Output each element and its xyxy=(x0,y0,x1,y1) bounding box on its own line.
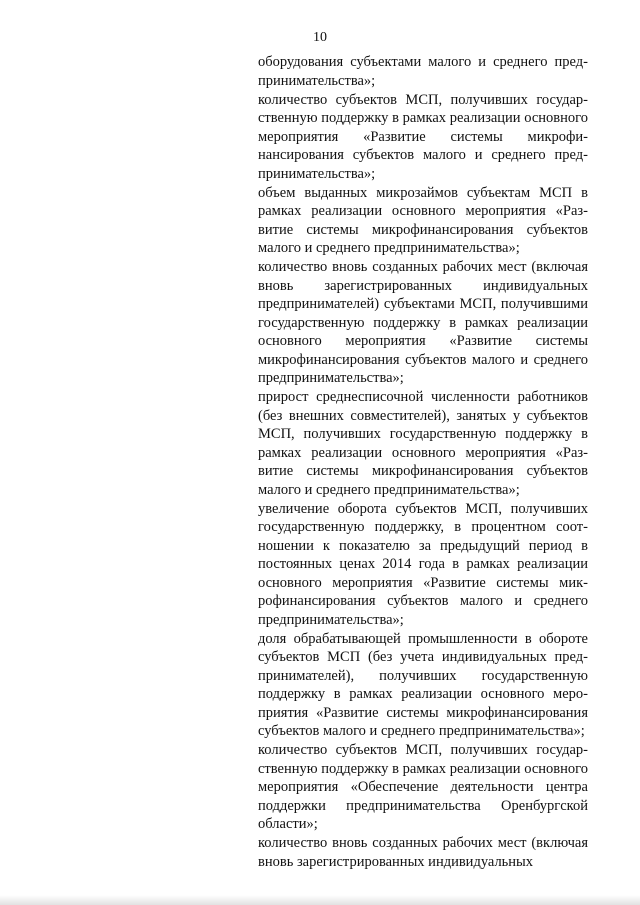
paragraph: количество вновь созданных рабочих мест (включая вновь зарегистрированных индивидуальных xyxy=(258,835,588,870)
paragraph: количество вновь созданных рабочих мест (включая вновь зарегистрированных индивидуальных предпринимателей) субъектами МСП, получившими государственную поддержку в рамках реализации основного мероприятия «Развитие системы микрофинансирования субъектов малого и среднего предпринимательства»; xyxy=(258,259,588,386)
page-number: 10 xyxy=(313,30,327,45)
paragraph: прирост среднесписочной численности работников (без внешних совместителей), занятых у субъектов МСП, получивших государственную поддержку в рамках реализации основного мероприятия «Развитие системы микрофинансирования субъектов малого и среднего предпринимательства»; xyxy=(258,389,588,498)
paragraph: оборудования субъектами малого и среднего предпринимательства»; xyxy=(258,54,588,89)
paragraph: количество субъектов МСП, получивших государственную поддержку в рамках реализации основного мероприятия «Развитие системы микрофинансирования субъектов малого и среднего предпринимательства»; xyxy=(258,91,588,182)
document-body xyxy=(258,53,588,871)
paragraph: доля обрабатывающей промышленности в обороте субъектов МСП (без учета индивидуальных предпринимателей), получивших государственную поддержку в рамках реализации основного мероприятия «Развитие системы микрофинансирования субъектов малого и среднего предпринимательства»; xyxy=(258,630,588,739)
paragraph: объем выданных микрозаймов субъектам МСП в рамках реализации основного мероприятия «Развитие системы микрофинансирования субъектов малого и среднего предпринимательства»; xyxy=(258,184,588,256)
scan-bottom-edge xyxy=(0,895,640,905)
paragraph: увеличение оборота субъектов МСП, получивших государственную поддержку, в процентном соотношении к показателю за предыдущий период в постоянных ценах 2014 года в рамках реализации основного мероприятия «Развитие системы микрофинансирования субъектов малого и среднего предпринимательства»; xyxy=(258,500,588,628)
paragraph: количество субъектов МСП, получивших государственную поддержку в рамках реализации основного мероприятия «Обеспечение деятельности центра поддержки предпринимательства Оренбургской области»; xyxy=(258,742,588,832)
